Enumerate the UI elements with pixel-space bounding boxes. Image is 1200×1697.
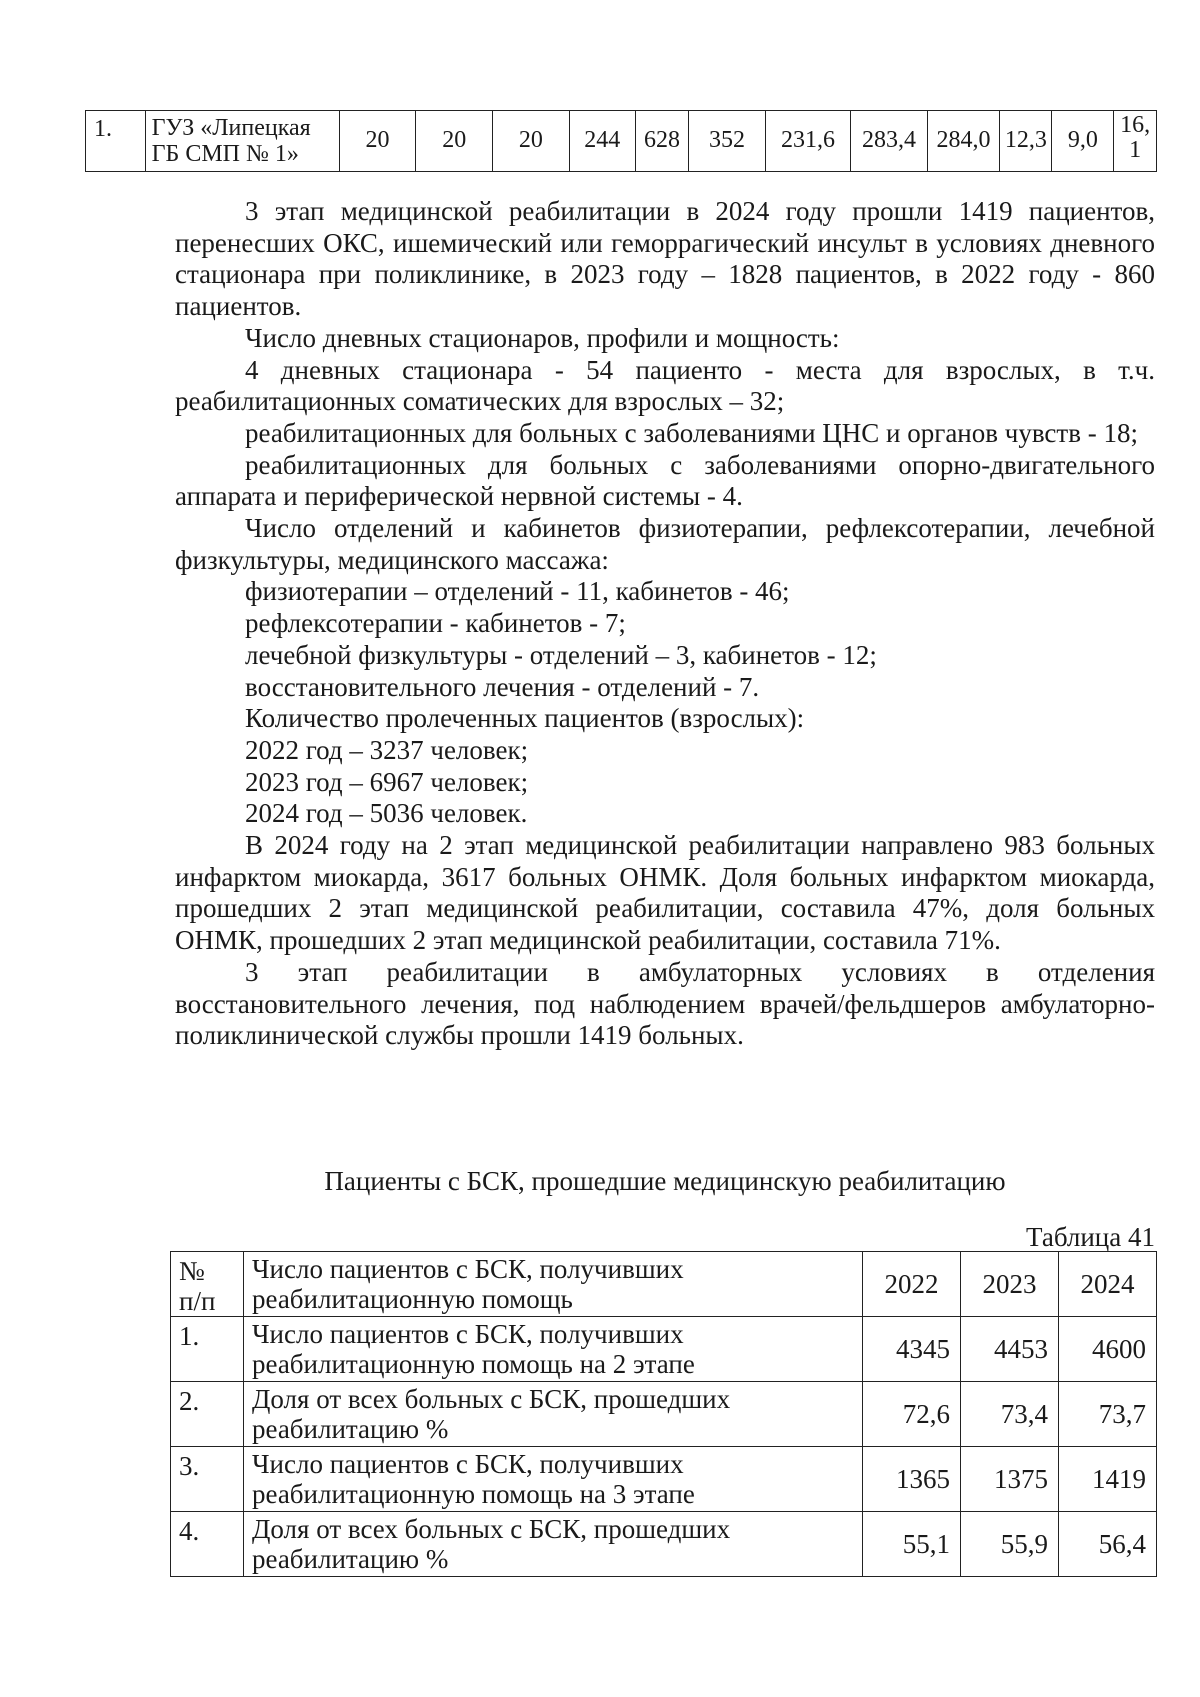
list-item: 2024 год – 5036 человек. (245, 798, 528, 829)
table-cell: 1419 (1059, 1447, 1157, 1512)
table-cell: 73,7 (1059, 1382, 1157, 1447)
table-cell: 4453 (961, 1317, 1059, 1382)
paragraph: 4 дневных стационара - 54 пациенто - места для взрослых, в т.ч. реабилитационных соматических для взрослых – 32; (175, 354, 1155, 417)
column-header-2024: 2024 (1059, 1252, 1157, 1317)
continuation-table (85, 110, 1157, 172)
organization-name: ГУЗ «Липецкая ГБ СМП № 1» (145, 111, 339, 172)
table-cell: 283,4 (851, 111, 928, 172)
list-item: рефлексотерапии - кабинетов - 7; (245, 608, 626, 639)
paragraph: 3 этап реабилитации в амбулаторных условиях в отделения восстановительного лечения, под наблюдением врачей/фельдшеров амбулаторно-поликлинической службы прошли 1419 больных. (175, 956, 1155, 1051)
table-cell: 4600 (1059, 1317, 1157, 1382)
column-header-number: № п/п (171, 1252, 244, 1317)
table-cell: 20 (339, 111, 416, 172)
list-item: 2023 год – 6967 человек; (245, 766, 529, 797)
table-cell: 20 (416, 111, 493, 172)
list-item: восстановительного лечения - отделений - 7. (245, 671, 760, 702)
row-name: Число пациентов с БСК, получивших реабилитационную помощь на 2 этапе (244, 1317, 863, 1382)
paragraph: Число отделений и кабинетов физиотерапии, рефлексотерапии, лечебной физкультуры, медицинского массажа: (175, 513, 1155, 575)
row-number: 1. (86, 111, 146, 172)
list-item: Количество пролеченных пациентов (взрослых): (245, 703, 805, 734)
table-caption: Пациенты с БСК, прошедшие медицинскую реабилитацию (324, 1166, 1006, 1196)
table-cell: 56,4 (1059, 1512, 1157, 1577)
table-cell: 9,0 (1052, 111, 1114, 172)
table-header-row (171, 1252, 1157, 1317)
paragraph: реабилитационных для больных с заболеваниями опорно-двигательного аппарата и периферической нервной системы - 4. (175, 449, 1155, 512)
table-cell: 72,6 (863, 1382, 961, 1447)
table-cell: 352 (689, 111, 766, 172)
table-row (171, 1447, 1157, 1512)
list-item: 2022 год – 3237 человек; (245, 734, 529, 765)
row-name: Число пациентов с БСК, получивших реабилитационную помощь на 3 этапе (244, 1447, 863, 1512)
table-cell: 55,1 (863, 1512, 961, 1577)
table-cell: 1365 (863, 1447, 961, 1512)
table-row (171, 1382, 1157, 1447)
row-number: 3. (171, 1447, 244, 1512)
table-cell: 73,4 (961, 1382, 1059, 1447)
paragraph: реабилитационных для больных с заболеваниями ЦНС и органов чувств - 18; (245, 417, 1138, 448)
row-name: Доля от всех больных с БСК, прошедших реабилитацию % (244, 1512, 863, 1577)
table-cell: 284,0 (927, 111, 999, 172)
table-cell: 12,3 (1000, 111, 1052, 172)
table-cell: 628 (635, 111, 688, 172)
paragraph: В 2024 году на 2 этап медицинской реабилитации направлено 983 больных инфарктом миокарда, 3617 больных ОНМК. Доля больных инфарктом миокарда, прошедших 2 этап медицинской реабилитации, составила 47%, доля больных ОНМК, прошедших 2 этап медицинской реабилитации, составила 71%. (175, 830, 1155, 956)
column-header-2022: 2022 (863, 1252, 961, 1317)
paragraph: 3 этап медицинской реабилитации в 2024 году прошли 1419 пациентов, перенесших ОКС, ишемический или геморрагический инсульт в условиях дневного стационара при поликлинике, в 2023 году – 1828 пациентов, в 2022 году - 860 пациентов. (175, 196, 1155, 322)
table-cell: 20 (493, 111, 570, 172)
list-item: лечебной физкультуры - отделений – 3, кабинетов - 12; (245, 639, 877, 670)
row-name: Доля от всех больных с БСК, прошедших реабилитацию % (244, 1382, 863, 1447)
table-cell: 1375 (961, 1447, 1059, 1512)
list-item: физиотерапии – отделений - 11, кабинетов - 46; (245, 576, 790, 607)
table-cell: 55,9 (961, 1512, 1059, 1577)
table-number-label: Таблица 41 (1026, 1222, 1155, 1252)
table-cell: 16, 1 (1114, 111, 1157, 172)
row-number: 2. (171, 1382, 244, 1447)
table-row (86, 111, 1157, 172)
paragraph: Число дневных стационаров, профили и мощность: (245, 322, 840, 353)
table-cell: 4345 (863, 1317, 961, 1382)
table-cell: 231,6 (765, 111, 850, 172)
column-header-name: Число пациентов с БСК, получивших реабилитационную помощь (244, 1252, 863, 1317)
row-number: 1. (171, 1317, 244, 1382)
table-cell: 244 (569, 111, 635, 172)
table-row (171, 1317, 1157, 1382)
body-text (175, 196, 1155, 1052)
row-number: 4. (171, 1512, 244, 1577)
table-row (171, 1512, 1157, 1577)
column-header-2023: 2023 (961, 1252, 1059, 1317)
rehabilitation-table (170, 1251, 1157, 1577)
